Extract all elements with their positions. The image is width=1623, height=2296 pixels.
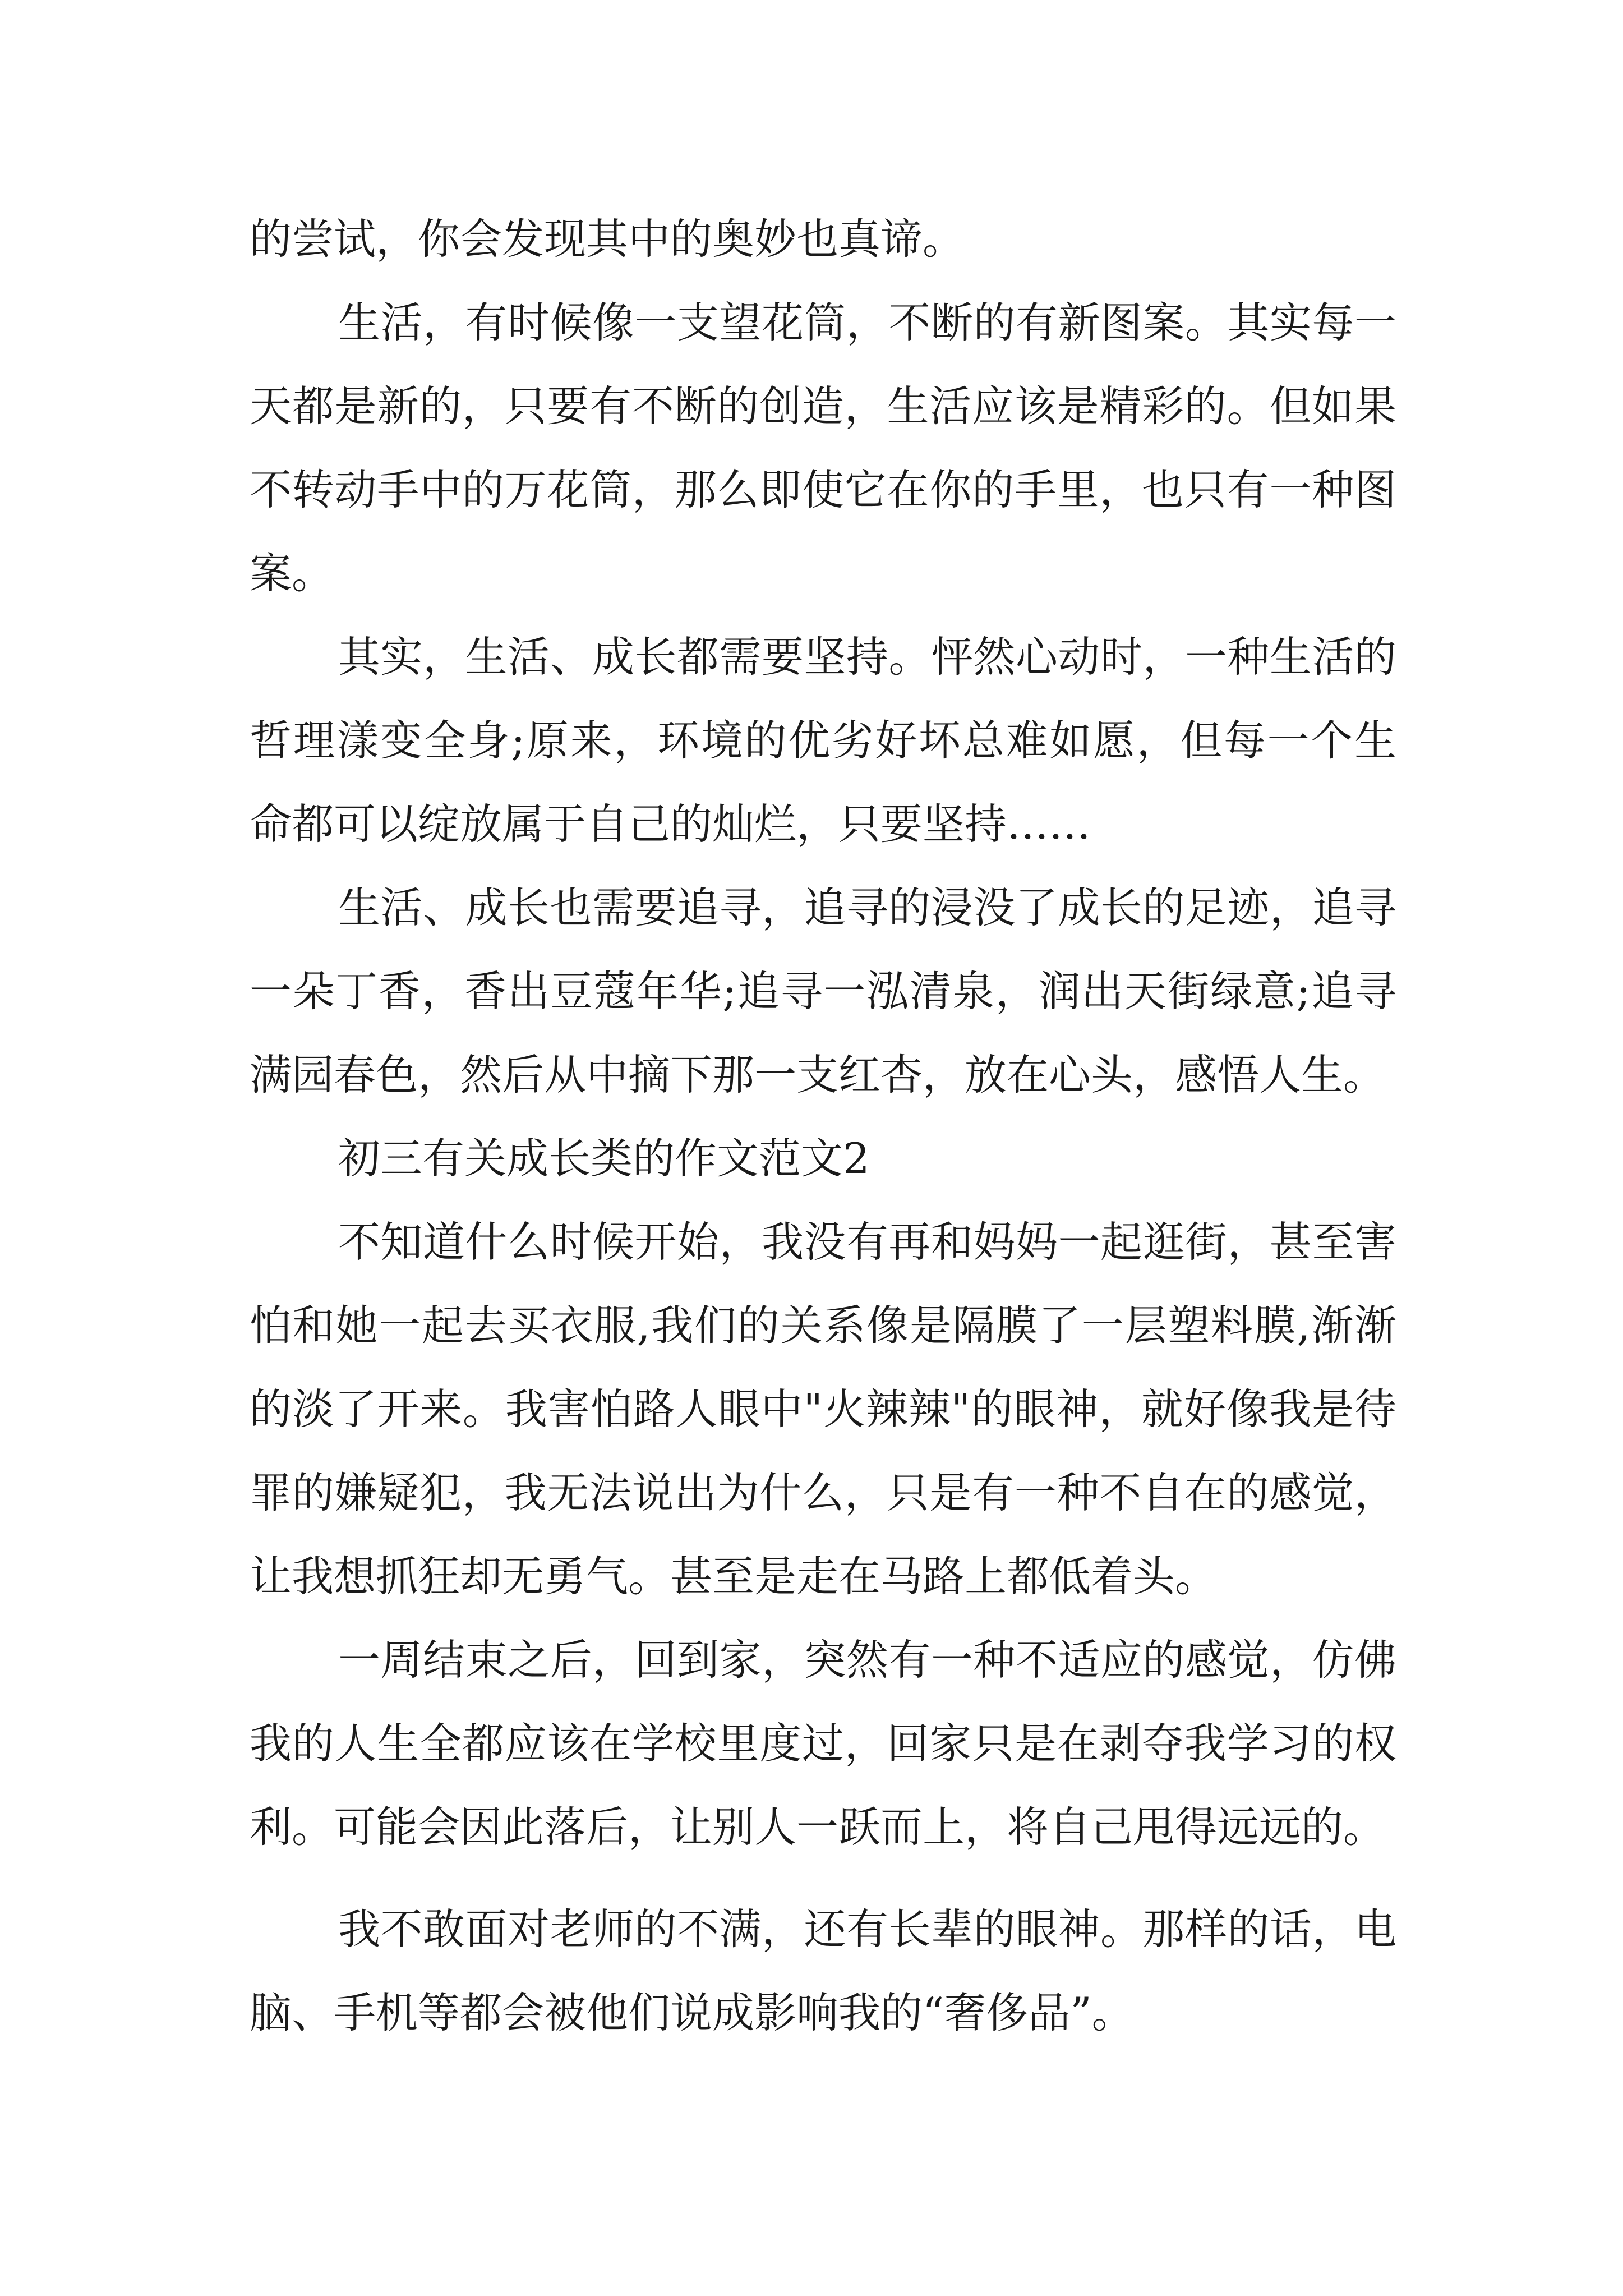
paragraph: 生活、成长也需要追寻，追寻的浸没了成长的足迹，追寻一朵丁香，香出豆蔻年华;追寻一泓清泉，润出天街绿意;追寻满园春色，然后从中摘下那一支红杏，放在心头，感悟人生。: [250, 883, 1396, 1099]
paragraph: 生活，有时候像一支望花筒，不断的有新图案。其实每一天都是新的，只要有不断的创造，生活应该是精彩的。但如果不转动手中的万花筒，那么即使它在你的手里，也只有一种图案。: [250, 298, 1396, 598]
paragraph-continuation: 的尝试，你会发现其中的奥妙也真谛。: [250, 214, 965, 264]
paragraph: 其实，生活、成长都需要坚持。怦然心动时，一种生活的哲理漾变全身;原来，环境的优劣好坏总难如愿，但每一个生命都可以绽放属于自己的灿烂，只要坚持……: [250, 632, 1396, 849]
document-body: [250, 197, 1396, 2055]
paragraph: 不知道什么时候开始，我没有再和妈妈一起逛街，甚至害怕和她一起去买衣服,我们的关系像是隔膜了一层塑料膜,渐渐的淡了开来。我害怕路人眼中"火辣辣"的眼神，就好像我是待罪的嫌疑犯，我无法说出为什么，只是有一种不自在的感觉，让我想抓狂却无勇气。甚至是走在马路上都低着头。: [250, 1217, 1396, 1601]
paragraph: 一周结束之后，回到家，突然有一种不适应的感觉，仿佛我的人生全都应该在学校里度过，回家只是在剥夺我学习的权利。可能会因此落后，让别人一跃而上，将自己甩得远远的。: [250, 1635, 1396, 1852]
paragraph: 我不敢面对老师的不满，还有长辈的眼神。那样的话，电脑、手机等都会被他们说成影响我的“奢侈品”。: [250, 1904, 1396, 2037]
essay-title: 初三有关成长类的作文范文2: [338, 1134, 870, 1183]
